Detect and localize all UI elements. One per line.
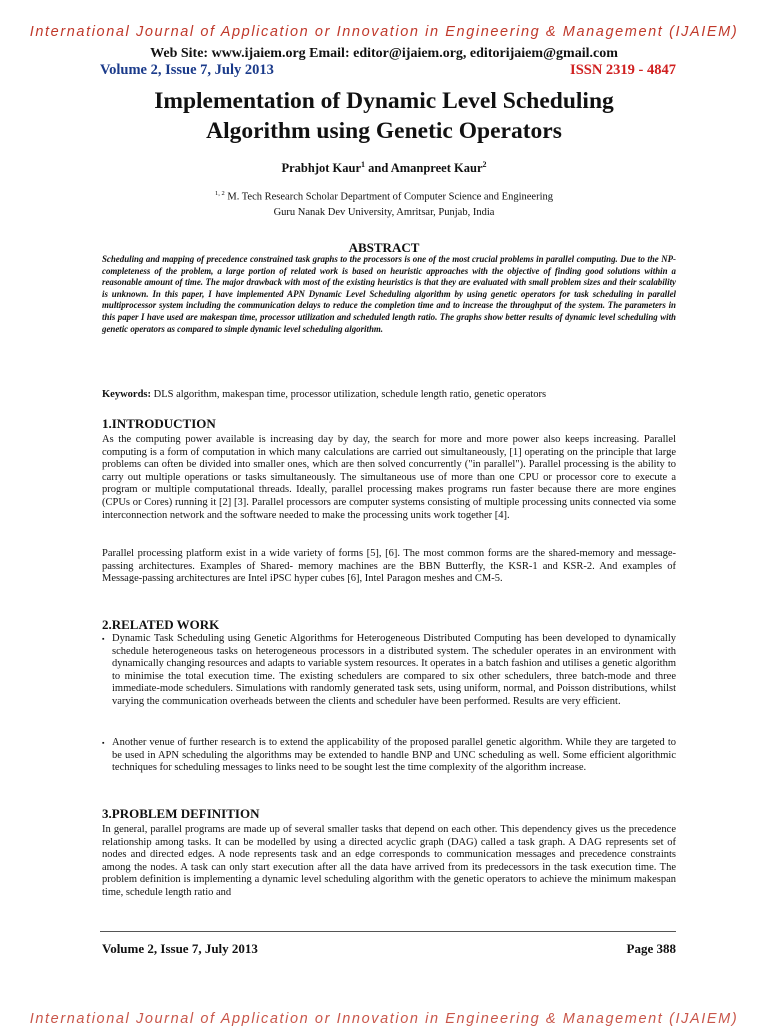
abstract-text: Scheduling and mapping of precedence constrained task graphs to the processors is one of the most crucial problems in parallel computing. Due to the NP- completeness of the problem, a large portion of related work is based on heuristic approaches with the objective of finding good solutions within a reasonable amount of time. The major drawback with most of the existing heuristics is that they are evaluated with small problem sizes and their scalability is unknown. In this paper, I have implemented APN Dynamic Level Scheduling algorithm by using genetic operators for task scheduling in parallel multiprocessor system including the communication delays to reduce the completion time and to increase the throughput of the system. The parameters in this paper I have used are makespan time, processor utilization and scheduled length ratio. The graphs show better results of dynamic level scheduling with genetic operators as compared to simple dynamic level scheduling algorithm.: [102, 254, 676, 334]
keywords-text: DLS algorithm, makespan time, processor utilization, schedule length ratio, genetic operators: [151, 389, 547, 400]
problem-paragraph-1: In general, parallel programs are made up of several smaller tasks that depend on each other. This dependency gives us the precedence relationship among tasks. It can be modelled by using a directed acyclic graph (DAG) called a task graph. A DAG represents set of nodes and directed edges. A node represents task and an edge corresponds to communication messages and precedence constraints among the nodes. A task can only start execution after all the data have arrived from its predecessors in the task execution time. The problem definition is implementing a dynamic level scheduling algorithm with the genetic operators to achieve the minimum makespan time, schedule length ratio and: [102, 824, 676, 898]
authors-conjunction: and: [365, 161, 391, 176]
section-heading-problem-definition: 3.PROBLEM DEFINITION: [102, 806, 260, 821]
paper-title: [60, 86, 708, 146]
bullet-mark: ▪: [102, 739, 105, 747]
footer-volume-issue: Volume 2, Issue 7, July 2013: [102, 941, 258, 956]
abstract-heading: ABSTRACT: [348, 240, 420, 255]
section-heading-related-work: 2.RELATED WORK: [102, 617, 220, 632]
issn-header: ISSN 2319 - 4847: [570, 62, 676, 78]
section-heading-introduction: 1.INTRODUCTION: [102, 416, 216, 431]
paper-title-line-2: Algorithm using Genetic Operators: [206, 118, 562, 144]
bullet-mark: ▪: [102, 635, 105, 643]
author-2-sup: 2: [482, 160, 487, 169]
related-bullet-2: [102, 737, 676, 775]
author-1: Prabhjot Kaur: [281, 161, 361, 176]
affiliation: [0, 186, 768, 220]
footer-page-number: Page 388: [626, 941, 676, 956]
intro-paragraph-1: As the computing power available is increasing day by day, the search for more and more power also keeps increasing. Parallel computing is a form of computation in which many calculations are carried out simultaneously, [1] operating on the principle that large problems can often be divided into smaller ones, which are then solved concurrently ("in parallel"). Parallel processing is the ability to carry out multiple operations or tasks simultaneously. The simultaneous use of more than one CPU or processor core to execute a program or multiple computational threads. Ideally, parallel processing makes programs run faster because there are more engines (CPUs or Cores) running it [2] [3]. Parallel processors are computer systems consisting of multiple processing units connected via some interconnection network and the software needed to make the processing units work together [4].: [102, 434, 676, 521]
intro-paragraph-2: Parallel processing platform exist in a wide variety of forms [5], [6]. The most common forms are the shared-memory and message-passing architectures. Examples of Shared- memory machines are the BBN Butterfly, the KSR-1 and KSR-2. And examples of Message-passing architectures are Intel iPSC hyper cubes [6], Intel Paragon meshes and CM-5.: [102, 548, 676, 585]
next-page-header-strip: International Journal of Application or Innovation in Engineering & Management (IJAIEM): [29, 1011, 739, 1027]
keywords: [102, 389, 676, 400]
keywords-label: Keywords:: [102, 389, 151, 400]
affiliation-line-1: M. Tech Research Scholar Department of Computer Science and Engineering: [224, 191, 553, 203]
footer-rule: [100, 931, 676, 932]
author-2: Amanpreet Kaur: [390, 161, 483, 176]
journal-website: Web Site: www.ijaiem.org Email: editor@ijaiem.org, editorijaiem@gmail.com: [150, 46, 618, 61]
authors: [0, 160, 768, 176]
affiliation-line-2: Guru Nanak Dev University, Amritsar, Punjab, India: [273, 206, 495, 218]
paper-title-line-1: Implementation of Dynamic Level Scheduling: [154, 88, 614, 114]
related-bullet-1: [102, 633, 676, 709]
related-bullet-2-text: Another venue of further research is to extend the applicability of the proposed parallel genetic algorithm. While they are targeted to be used in APN scheduling the algorithms may be extended to handle BNP and UNC scheduling as well. Some efficient algorithmic techniques for scheduling messages to links need to be sought lest the time complexity of the algorithm increase.: [112, 737, 676, 774]
author-1-sup: 1: [361, 160, 365, 169]
affiliation-sup: 1, 2: [214, 190, 225, 197]
related-bullet-1-text: Dynamic Task Scheduling using Genetic Algorithms for Heterogeneous Distributed Computing has been developed to dynamically schedule heterogeneous tasks on heterogeneous processors in a distributed system. The scheduler operates in an environment with dynamically changing resources and adapts to variable system resources. It operates in a batch fashion and utilises a genetic algorithm to minimise the total execution time. The existing schedulers are compared to six other schedulers, three batch-mode and three immediate-mode schedulers. Simulations with randomly generated task sets, using uniform, normal, and Poisson distributions, whilst varying the communication overheads between the clients and scheduler have been performed. Results are very efficient.: [112, 633, 676, 707]
journal-title: International Journal of Application or Innovation in Engineering & Management (IJAIEM): [29, 24, 739, 40]
volume-issue-header: Volume 2, Issue 7, July 2013: [100, 62, 274, 78]
